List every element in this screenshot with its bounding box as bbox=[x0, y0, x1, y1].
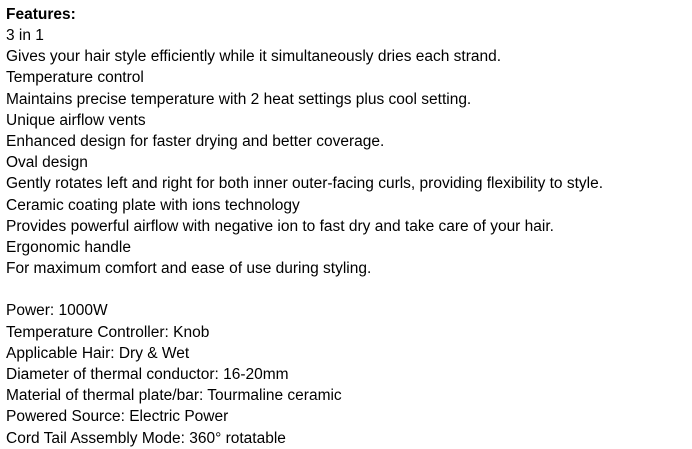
section-spacer bbox=[6, 279, 686, 300]
feature-line: 3 in 1 bbox=[6, 27, 44, 44]
feature-line: Ceramic coating plate with ions technology bbox=[6, 196, 300, 214]
features-list bbox=[6, 25, 686, 279]
spec-line: Cord Tail Assembly Mode: 360° rotatable bbox=[6, 429, 286, 447]
feature-line: For maximum comfort and ease of use during styling. bbox=[6, 260, 372, 278]
feature-line: Ergonomic handle bbox=[6, 239, 131, 257]
feature-line: Gently rotates left and right for both inner outer-facing curls, providing flexibility to style. bbox=[6, 175, 604, 193]
feature-line: Enhanced design for faster drying and better coverage. bbox=[6, 133, 385, 151]
spec-line: Material of thermal plate/bar: Tourmaline ceramic bbox=[6, 387, 342, 405]
spec-line: Power: 1000W bbox=[6, 302, 108, 320]
feature-line: Unique airflow vents bbox=[6, 111, 146, 129]
feature-line: Oval design bbox=[6, 154, 88, 172]
spec-line: Powered Source: Electric Power bbox=[6, 408, 229, 426]
spec-line: Temperature Controller: Knob bbox=[6, 323, 210, 341]
features-heading: Features: bbox=[6, 6, 76, 23]
spec-line: Diameter of thermal conductor: 16-20mm bbox=[6, 366, 289, 384]
spec-line: Applicable Hair: Dry & Wet bbox=[6, 344, 190, 362]
feature-line: Provides powerful airflow with negative ion to fast dry and take care of your hair. bbox=[6, 217, 554, 235]
feature-line: Temperature control bbox=[6, 69, 144, 87]
specifications-list bbox=[6, 300, 686, 448]
feature-line: Maintains precise temperature with 2 heat settings plus cool setting. bbox=[6, 90, 472, 108]
feature-line: Gives your hair style efficiently while it simultaneously dries each strand. bbox=[6, 48, 502, 66]
